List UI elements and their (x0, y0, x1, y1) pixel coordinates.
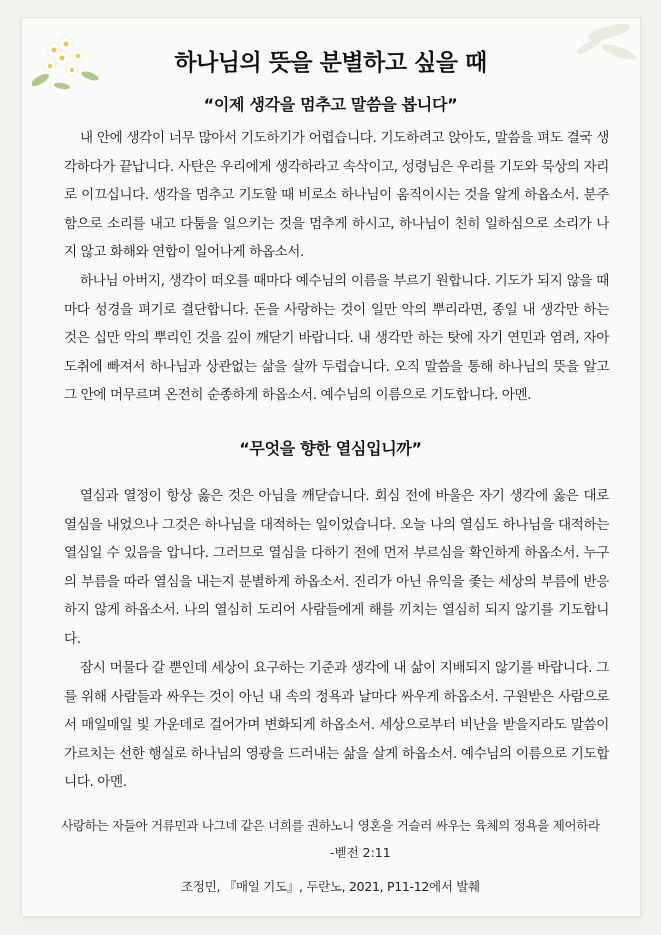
source-citation: 조정민, 『매일 기도』, 두란노, 2021, P11-12에서 발췌 (181, 879, 480, 894)
paragraph-2: 하나님 아버지, 생각이 떠오를 때마다 예수님의 이름을 부르기 원합니다. 기도가 되지 않을 때마다 성경을 펴기로 결단합니다. 돈을 사랑하는 것이 일만 악의 뿌리라면, 종일 내 생각만 하는 것은 십만 악의 뿌리인 것을 깊이 깨닫기 바랍니다. 내 생각만 하는 탓에 자기 연민과 염려, 자아도취에 빠져서 하나님과 상관없는 삶을 살까 두렵습니다. 오직 말씀을 통해 하나님의 뜻을 알고 그 안에 머무르며 온전히 순종하게 하옵소서. 예수님의 이름으로 기도합니다. 아멘. (64, 273, 609, 404)
section-heading-2: “무엇을 향한 열심입니까” (239, 439, 422, 458)
paragraph-3: 열심과 열정이 항상 옳은 것은 아님을 깨닫습니다. 회심 전에 바울은 자기 생각에 옳은 대로 열심을 내었으나 그것은 하나님을 대적하는 일이었습니다. 오늘 나의 열심도 하나님을 대적하는 열심일 수 있음을 압니다. 그러므로 열심을 다하기 전에 먼저 부르심을 확인하게 하옵소서. 누구의 부름을 따라 열심을 내는지 분별하게 하옵소서. 진리가 아닌 유익을 좇는 세상의 부름에 반응하지 않게 하옵소서. 나의 열심히 도리어 사람들에게 해를 끼치는 열심히 되지 않기를 기도합니다. (64, 488, 609, 647)
bible-verse: 사랑하는 자들아 거류민과 나그네 같은 너희를 권하노니 영혼을 거슬러 싸우는 육체의 정욕을 제어하라 (61, 818, 600, 833)
verse-reference: -벧전 2:11 (330, 845, 391, 860)
paragraph-1: 내 안에 생각이 너무 많아서 기도하기가 어렵습니다. 기도하려고 앉아도, 말씀을 펴도 결국 생각하다가 끝납니다. 사탄은 우리에게 생각하라고 속삭이고, 성령님은 우리를 기도와 묵상의 자리로 이끄십니다. 생각을 멈추고 기도할 때 비로소 하나님이 움직이시는 것을 알게 하옵소서. 분주함으로 소리를 내고 다툼을 일으키는 것을 멈추게 하시고, 하나님이 친히 일하심으로 소리가 나지 않고 화해와 연합이 일어나게 하옵소서. (64, 130, 609, 261)
section-heading-1: “이제 생각을 멈추고 말씀을 봅니다” (203, 95, 458, 114)
paragraph-4: 잠시 머물다 갈 뿐인데 세상이 요구하는 기준과 생각에 내 삶이 지배되지 않기를 바랍니다. 그를 위해 사람들과 싸우는 것이 아닌 내 속의 정욕과 날마다 싸우게 하옵소서. 구원받은 사람으로서 매일매일 빛 가운데로 걸어가며 변화되게 하옵소서. 세상으로부터 비난을 받을지라도 말씀이 가르치는 선한 행실로 하나님의 영광을 드러내는 삶을 살게 하옵소서. 예수님의 이름으로 기도합니다. 아멘. (64, 660, 609, 791)
page-title: 하나님의 뜻을 분별하고 싶을 때 (174, 50, 487, 76)
